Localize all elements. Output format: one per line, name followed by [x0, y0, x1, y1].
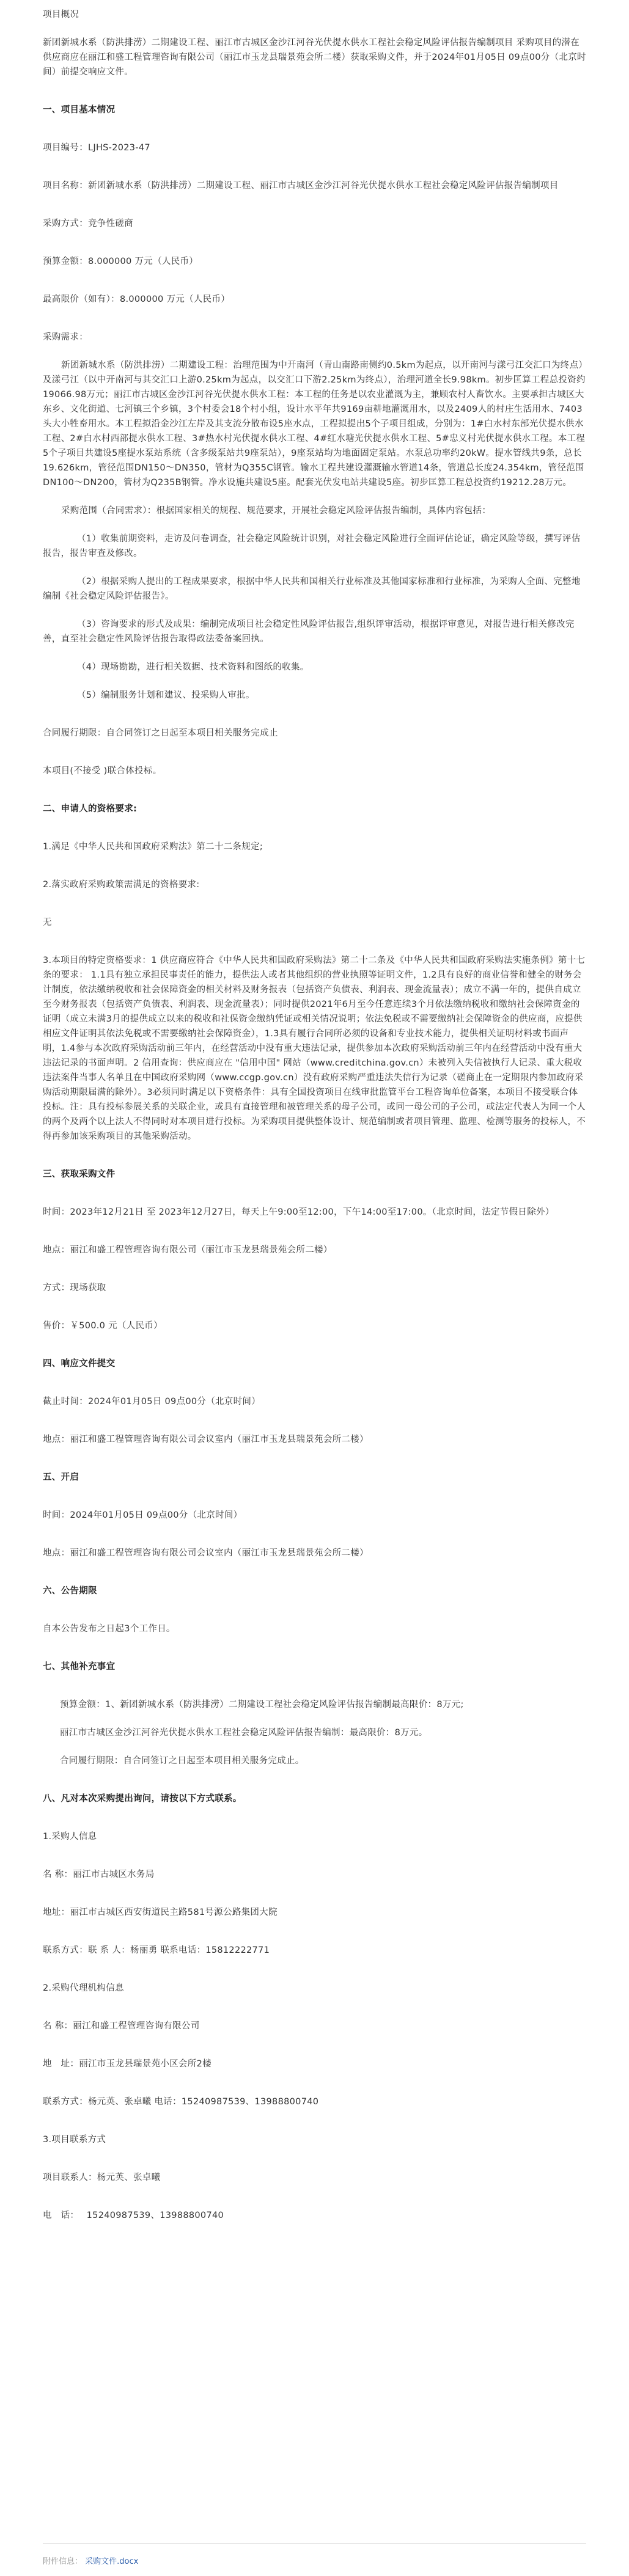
section-1-heading: 一、项目基本情况 — [43, 105, 116, 115]
project-contact-title: 3.项目联系方式 — [43, 2135, 106, 2145]
purchaser-address: 地址：丽江市古城区西安街道民主路581号源公路集团大院 — [43, 1908, 278, 1917]
agency-title: 2.采购代理机构信息 — [43, 1983, 124, 1993]
scope-item: （4）现场勘勘，进行相关数据、技术资料和图纸的收集。 — [77, 662, 309, 672]
scope-item: （5）编制服务计划和建议、投采购人审批。 — [77, 690, 255, 700]
agency-contact: 联系方式：杨元英、张卓曦 电话：15240987539、13988800740 — [43, 2097, 319, 2107]
section-4-heading: 四、响应文件提交 — [43, 1359, 116, 1369]
qualification-1: 1.满足《中华人民共和国政府采购法》第二十二条规定; — [43, 842, 263, 852]
attachment-footer — [43, 2543, 586, 2566]
purchaser-contact: 联系方式：联 系 人：杨丽勇 联系电话：15812222771 — [43, 1945, 270, 1955]
attachment-label: 附件信息： — [43, 2557, 83, 2566]
procurement-method: 采购方式：竞争性磋商 — [43, 219, 133, 229]
attachment-link[interactable]: 采购文件.docx — [85, 2557, 139, 2566]
section-3-heading: 三、获取采购文件 — [43, 1169, 116, 1179]
project-name: 项目名称：新团新城水系（防洪排涝）二期建设工程、丽江市古城区金沙江河谷光伏提水供水工程社会稳定风险评估报告编制项目 — [43, 181, 559, 191]
opening-time: 时间：2024年01月05日 09点00分（北京时间） — [43, 1510, 243, 1520]
section-2-heading: 二、申请人的资格要求: — [43, 804, 138, 814]
budget-amount: 预算金额：8.000000 万元（人民币） — [43, 257, 199, 266]
announcement-page — [0, 7, 629, 2576]
section-7-heading: 七、其他补充事宜 — [43, 1662, 116, 1672]
requirements-description: 新团新城水系（防洪排涝）二期建设工程：治理范围为中开南河（青山南路南侧约0.5km为起点，以开南河与漾弓江交汇口为终点）及漾弓江（以中开南河与其交汇口上游0.25km为起点，以交汇口下游2.25km为终点），治理河道全长9.98km。初步匡算工程总投资约19066.98万元；丽江市古城区金沙江河谷光伏提水供水工程：本工程的任务是以农业灌溉为主，兼顾农村人畜饮水。主要承担古城区大东乡、文化街道、七河镇三个乡镇，3个村委会18个村小组，设计水平年共9169亩耕地灌溉用水，以及2409人的村庄生活用水、7403头大小牲畜用水。本工程拟沿金沙江左岸及其支流分散布设5座水点，工程拟提出5个子项目组成，分别为：1#白水村东部光伏提水供水工程、2#白水村西部提水供水工程、3#热水村光伏提水供水工程、4#红水塘光伏提水供水工程、5#忠义村光伏提水供水工程。本工程5个子项目共建设5座提水泵站系统（含多级泵站共9座泵站），9座泵站均为地面固定泵站。水泵总功率约20kW。提水管线共9条，总长19.626km，管径范围DN150～DN350，管材为Q355C钢管。输水工程共建设灌溉输水管道14条，管道总长度24.354km，管径范围DN100～DN200，管材为Q235B钢管。净水设施共建设5座。配套光伏发电站共建设5座。初步匡算工程总投资约19212.28万元。 — [43, 360, 586, 488]
project-contact-person: 项目联系人：杨元英、张卓曦 — [43, 2173, 161, 2183]
qualification-2: 2.落实政府采购政策需满足的资格要求: — [43, 880, 200, 890]
requirements-label: 采购需求： — [43, 332, 88, 342]
max-price: 最高限价（如有）：8.000000 万元（人民币） — [43, 295, 230, 304]
opening-place: 地点：丽江和盛工程管理咨询有限公司会议室内（丽江市玉龙县瑞景苑会所二楼） — [43, 1548, 369, 1558]
qualification-3: 3.本项目的特定资格要求：1 供应商应符合《中华人民共和国政府采购法》第二十二条及《中华人民共和国政府采购法实施条例》第十七条的要求： 1.1具有独立承担民事责任的能力，提供法人或者其他组织的营业执照等证明文件，1.2具有良好的商业信誉和健全的财务会计制度，依法缴纳税收和社会保障资金的相关材料及财务报表（包括资产负债表、利润表、现金流量表）；成立不满一年的，提供自成立至今财务报表（包括资产负债表、利润表、现金流量表）；同时提供2021年6月至今任意连续3个月依法缴纳税收和缴纳社会保障资金的证明（成立未满3月的提供成立以来的税收和社保资金缴纳凭证或相关情况说明；依法免税或不需要缴纳社会保障资金的供应商，应提供相应文件证明其依法免税或不需要缴纳社会保障资金），1.3具有履行合同所必须的设备和专业技术能力，提供相关证明材料或书面声明，1.4参与本次政府采购活动前三年内，在经营活动中没有重大违法记录，提供参加本次政府采购活动前三年内在经营活动中没有重大违法记录的书面声明。2 信用查询：供应商应在 "信用中国" 网站（www.creditchina.gov.cn）未被列入失信被执行人记录、重大税收违法案件当事人名单且在中国政府采购网（www.ccgp.gov.cn）没有政府采购严重违法失信行为记录（磋商止在一定期限内参加政府采购活动期限届满的除外）。3必须同时满足以下资格条件：具有全国投资项目在线审批监管平台工程咨询单位备案，本项目不接受联合体投标。注：具有投标参展关系的关联企业，或具有直接管理和被管理关系的母子公司，或同一母公司的子公司，或法定代表人为同一个人的两个及两个以上法人不得同时对本项目进行投标。为采购项目提供整体设计、规范编制或者项目管理、监理、检测等服务的投标人，不得再参加该采购项目的其他采购活动。 — [43, 956, 586, 1141]
submission-deadline: 截止时间：2024年01月05日 09点00分（北京时间） — [43, 1397, 261, 1407]
qualification-2-value: 无 — [43, 918, 52, 928]
agency-address: 地 址：丽江市玉龙县瑞景苑小区会所2楼 — [43, 2059, 212, 2069]
section-5-heading: 五、开启 — [43, 1473, 79, 1482]
section-8-heading: 八、凡对本次采购提出询问，请按以下方式联系。 — [43, 1794, 242, 1804]
purchaser-title: 1.采购人信息 — [43, 1832, 97, 1842]
purchaser-name: 名 称：丽江市古城区水务局 — [43, 1870, 155, 1879]
supplement-line: 丽江市古城区金沙江河谷光伏提水供水工程社会稳定风险评估报告编制：最高限价：8万元。 — [60, 1728, 428, 1738]
supplement-line: 合同履行期限：自合同签订之日起至本项目相关服务完成止。 — [60, 1756, 304, 1766]
acquire-method: 方式：现场获取 — [43, 1283, 106, 1293]
agency-name: 名 称：丽江和盛工程管理咨询有限公司 — [43, 2021, 200, 2031]
notice-period: 自本公告发布之日起3个工作日。 — [43, 1624, 175, 1634]
consortium-note: 本项目(不接受 )联合体投标。 — [43, 766, 162, 776]
section-6-heading: 六、公告期限 — [43, 1586, 97, 1596]
acquire-time: 时间：2023年12月21日 至 2023年12月27日，每天上午9:00至12:00，下午14:00至17:00。（北京时间，法定节假日除外） — [43, 1207, 554, 1217]
scope-item: （2）根据采购人提出的工程成果要求，根据中华人民共和国相关行业标准及其他国家标准和行业标准，为采购人全面、完整地编制《社会稳定风险评估报告》。 — [43, 577, 581, 601]
procurement-scope: 采购范围（合同需求）：根据国家相关的规程、规范要求，开展社会稳定风险评估报告编制，具体内容包括： — [61, 506, 491, 516]
project-contact-phone: 电 话： 15240987539、13988800740 — [43, 2211, 224, 2220]
overview-text: 新团新城水系（防洪排涝）二期建设工程、丽江市古城区金沙江河谷光伏提水供水工程社会稳定风险评估报告编制项目 采购项目的潜在供应商应在丽江和盛工程管理咨询有限公司（丽江市玉龙县瑞景苑会所二楼）获取采购文件，并于2024年01月05日 09点00分（北京时间）前提交响应文件。 — [43, 38, 586, 77]
document-price: 售价：￥500.0 元（人民币） — [43, 1321, 163, 1331]
acquire-place: 地点：丽江和盛工程管理咨询有限公司（丽江市玉龙县瑞景苑会所二楼） — [43, 1245, 333, 1255]
scope-item: （1）收集前期资料，走访及问卷调查，社会稳定风险统计识别，对社会稳定风险进行全面评估论证，确定风险等级，撰写评估报告，报告审查及修改。 — [43, 534, 581, 558]
contract-period: 合同履行期限：自合同签订之日起至本项目相关服务完成止 — [43, 728, 278, 738]
submission-place: 地点：丽江和盛工程管理咨询有限公司会议室内（丽江市玉龙县瑞景苑会所二楼） — [43, 1435, 369, 1444]
supplement-line: 预算金额：1、新团新城水系（防洪排涝）二期建设工程社会稳定风险评估报告编制最高限价：8万元; — [60, 1700, 464, 1710]
project-number: 项目编号：LJHS-2023-47 — [43, 143, 150, 153]
page-title: 项目概况 — [43, 10, 79, 20]
scope-item: （3）咨询要求的形式及成果：编制完成项目社会稳定性风险评估报告,组织评审活动，根据评审意见，对报告进行相关修改完善，直至社会稳定性风险评估报告取得政法委备案回执。 — [43, 620, 575, 644]
